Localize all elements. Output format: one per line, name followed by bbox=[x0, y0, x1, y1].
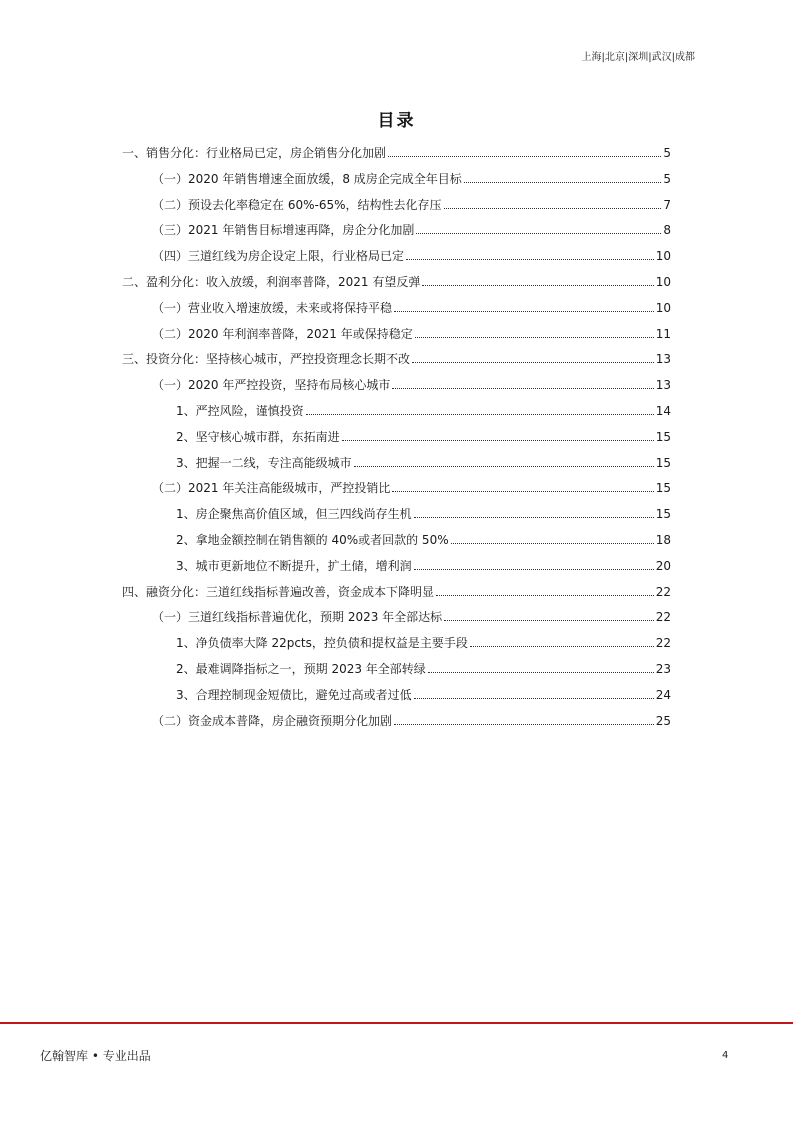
toc-entry-label: 3、把握一二线，专注高能级城市 bbox=[176, 455, 352, 470]
toc-leader-dots bbox=[422, 285, 653, 286]
toc-entry[interactable] bbox=[122, 142, 671, 160]
footer-page-number: 4 bbox=[722, 1050, 729, 1061]
toc-entry-label: （二）2021 年关注高能级城市，严控投销比 bbox=[152, 481, 391, 496]
toc-entry-label: 二、盈利分化：收入放缓，利润率普降，2021 有望反弹 bbox=[122, 275, 421, 289]
toc-leader-dots bbox=[392, 491, 653, 492]
toc-entry-page: 15 bbox=[655, 429, 671, 444]
toc-leader-dots bbox=[414, 569, 654, 570]
toc-entry-page: 22 bbox=[655, 584, 671, 599]
toc-leader-dots bbox=[412, 362, 654, 363]
toc-entry[interactable] bbox=[122, 581, 671, 599]
toc-entry-label: 1、严控风险，谨慎投资 bbox=[176, 404, 304, 418]
toc-entry[interactable] bbox=[152, 245, 671, 263]
toc-entry-label: 1、净负债率大降 22pcts，控负债和提权益是主要手段 bbox=[176, 636, 468, 651]
toc-entry[interactable] bbox=[152, 606, 671, 624]
toc-entry[interactable] bbox=[152, 219, 671, 237]
toc-leader-dots bbox=[354, 466, 654, 467]
toc-entry-page: 10 bbox=[655, 249, 671, 264]
toc-entry[interactable] bbox=[122, 271, 671, 289]
toc-entry-page: 11 bbox=[655, 326, 671, 341]
toc-entry[interactable] bbox=[176, 400, 671, 418]
toc-entry-label: 2、拿地金额控制在销售额的 40%或者回款的 50% bbox=[176, 533, 449, 547]
toc-entry-page: 22 bbox=[655, 636, 671, 651]
toc-entry-label: 2、最难调降指标之一，预期 2023 年全部转绿 bbox=[176, 662, 426, 676]
toc-leader-dots bbox=[394, 724, 654, 725]
toc-entry-label: （三）2021 年销售目标增速再降，房企分化加剧 bbox=[152, 223, 415, 238]
toc-leader-dots bbox=[444, 208, 662, 209]
toc-entry-page: 15 bbox=[655, 455, 671, 470]
toc-entry-label: （四）三道红线为房企设定上限，行业格局已定 bbox=[152, 249, 405, 264]
toc-entry-label: （二）资金成本普降，房企融资预期分化加剧 bbox=[152, 713, 393, 728]
toc-leader-dots bbox=[414, 517, 654, 518]
footer-brand: 亿翰智库 • 专业出品 bbox=[40, 1049, 151, 1063]
toc-entry[interactable] bbox=[176, 658, 671, 676]
toc-entry-label: 四、融资分化：三道红线指标普遍改善，资金成本下降明显 bbox=[122, 584, 435, 599]
toc-leader-dots bbox=[444, 620, 654, 621]
toc-entry[interactable] bbox=[176, 632, 671, 650]
toc-entry-page: 14 bbox=[655, 404, 671, 418]
toc-leader-dots bbox=[470, 646, 654, 647]
toc-entry-page: 8 bbox=[663, 223, 671, 238]
toc-entry-page: 15 bbox=[655, 481, 671, 496]
toc-entry-label: （二）2020 年利润率普降，2021 年或保持稳定 bbox=[152, 326, 413, 341]
toc-leader-dots bbox=[451, 543, 654, 544]
toc-leader-dots bbox=[416, 233, 661, 234]
toc-entry-page: 5 bbox=[663, 146, 671, 160]
toc-entry-label: 3、合理控制现金短债比，避免过高或者过低 bbox=[176, 687, 412, 702]
toc-leader-dots bbox=[394, 311, 654, 312]
toc-entry[interactable] bbox=[152, 374, 671, 392]
toc-entry-page: 10 bbox=[655, 300, 671, 315]
toc-leader-dots bbox=[428, 672, 654, 673]
toc-entry-label: 3、城市更新地位不断提升，扩土储，增利润 bbox=[176, 558, 412, 573]
toc-entry[interactable] bbox=[176, 529, 671, 547]
toc-entry-page: 13 bbox=[655, 378, 671, 393]
toc-entry[interactable] bbox=[152, 323, 671, 341]
toc-entry-label: （一）2020 年严控投资，坚持布局核心城市 bbox=[152, 378, 391, 393]
toc-entry[interactable] bbox=[152, 194, 671, 212]
toc-entry[interactable] bbox=[176, 684, 671, 702]
toc-entry-label: （一）营业收入增速放缓，未来或将保持平稳 bbox=[152, 300, 393, 315]
toc-leader-dots bbox=[406, 259, 654, 260]
toc-entry-label: 三、投资分化：坚持核心城市，严控投资理念长期不改 bbox=[122, 352, 411, 367]
toc-entry[interactable] bbox=[152, 297, 671, 315]
toc-entry[interactable] bbox=[152, 477, 671, 495]
toc-entry-page: 22 bbox=[655, 610, 671, 625]
toc-entry-label: （一）三道红线指标普遍优化，预期 2023 年全部达标 bbox=[152, 610, 443, 625]
toc-entry-page: 5 bbox=[663, 171, 671, 186]
toc-leader-dots bbox=[415, 337, 654, 338]
toc-entry[interactable] bbox=[176, 503, 671, 521]
toc-title: 目录 bbox=[377, 111, 416, 131]
toc-leader-dots bbox=[388, 156, 661, 157]
toc-leader-dots bbox=[392, 388, 653, 389]
toc-entry-page: 18 bbox=[655, 533, 671, 547]
toc-entry[interactable] bbox=[122, 348, 671, 366]
toc-entry-page: 10 bbox=[655, 275, 671, 289]
toc-leader-dots bbox=[414, 698, 654, 699]
toc-entry-page: 7 bbox=[663, 197, 671, 212]
toc-entry-label: （一）2020 年销售增速全面放缓，8 成房企完成全年目标 bbox=[152, 171, 462, 186]
toc-entry-label: 1、房企聚焦高价值区域，但三四线尚存生机 bbox=[176, 507, 412, 522]
toc-entry[interactable] bbox=[152, 168, 671, 186]
toc-entry-page: 20 bbox=[655, 558, 671, 573]
toc-entry[interactable] bbox=[176, 452, 671, 470]
footer-rule bbox=[0, 1022, 793, 1024]
toc-entry-page: 23 bbox=[655, 662, 671, 676]
header-cities: 上海|北京|深圳|武汉|成都 bbox=[581, 52, 695, 63]
toc-leader-dots bbox=[436, 595, 654, 596]
toc-entry[interactable] bbox=[176, 426, 671, 444]
toc-entry[interactable] bbox=[152, 710, 671, 728]
toc-entry-label: 2、坚守核心城市群，东拓南进 bbox=[176, 429, 340, 444]
toc-entry-label: （二）预设去化率稳定在 60%-65%，结构性去化存压 bbox=[152, 197, 442, 212]
toc-leader-dots bbox=[342, 440, 654, 441]
toc-entry-page: 24 bbox=[655, 687, 671, 702]
toc-entry-page: 15 bbox=[655, 507, 671, 522]
toc-entry-page: 25 bbox=[655, 713, 671, 728]
toc-entry[interactable] bbox=[176, 555, 671, 573]
toc-entry-page: 13 bbox=[655, 352, 671, 367]
toc-leader-dots bbox=[306, 414, 654, 415]
toc-leader-dots bbox=[464, 182, 662, 183]
toc-entry-label: 一、销售分化：行业格局已定，房企销售分化加剧 bbox=[122, 146, 387, 160]
